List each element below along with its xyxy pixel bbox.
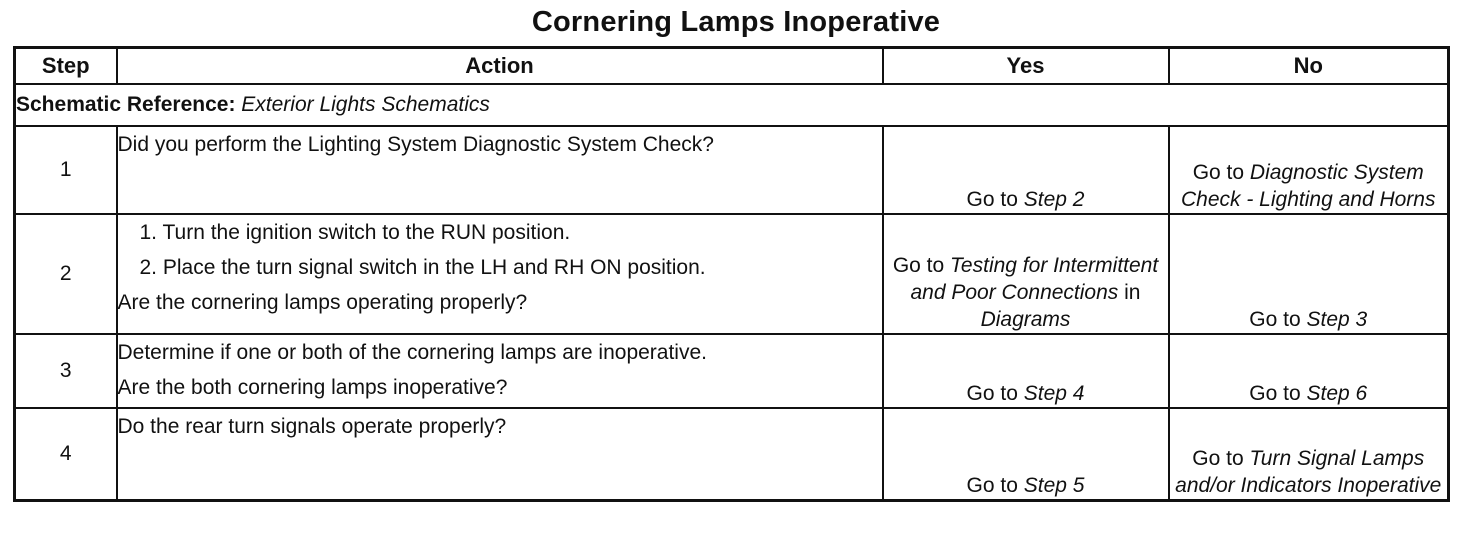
no-cell xyxy=(1169,214,1449,334)
go-to-text: Go to xyxy=(966,188,1018,211)
header-action: Action xyxy=(117,48,883,85)
yes-link: Step 4 xyxy=(1023,382,1085,405)
go-to-text: Go to xyxy=(1192,447,1244,470)
yes-link: Testing for Intermittent and Poor Connections xyxy=(910,254,1159,304)
no-link: Step 3 xyxy=(1306,308,1368,331)
yes-link-diagrams: Diagrams xyxy=(980,308,1071,331)
action-substep: 2. Place the turn signal switch in the LH and RH ON position. xyxy=(139,256,706,279)
go-to-text: Go to xyxy=(892,254,945,277)
header-no: No xyxy=(1169,48,1449,85)
step-number: 2 xyxy=(15,214,117,334)
step-number: 1 xyxy=(15,126,117,214)
table-row xyxy=(15,126,1449,214)
action-question: Are the cornering lamps operating properly? xyxy=(117,291,528,314)
go-to-text: Go to xyxy=(1249,382,1301,405)
no-link: Turn Signal Lamps and/or Indicators Inoperative xyxy=(1175,447,1442,497)
go-to-text: Go to xyxy=(966,474,1018,497)
no-link: Diagnostic System Check - Lighting and Horns xyxy=(1181,161,1436,211)
diagnostic-table xyxy=(13,46,1450,502)
yes-suffix: in xyxy=(1124,281,1141,304)
action-text: Did you perform the Lighting System Diagnostic System Check? xyxy=(117,133,714,156)
step-number: 3 xyxy=(15,334,117,408)
yes-cell xyxy=(883,214,1169,334)
table-row xyxy=(15,334,1449,408)
action-substep: 1. Turn the ignition switch to the RUN position. xyxy=(139,221,571,244)
yes-cell xyxy=(883,126,1169,214)
step-number: 4 xyxy=(15,408,117,501)
no-link: Step 6 xyxy=(1306,382,1368,405)
table-row xyxy=(15,408,1449,501)
go-to-text: Go to xyxy=(1192,161,1245,184)
header-row xyxy=(15,48,1449,85)
table-row xyxy=(15,214,1449,334)
action-cell xyxy=(117,408,883,501)
action-cell xyxy=(117,334,883,408)
action-cell xyxy=(117,126,883,214)
action-cell xyxy=(117,214,883,334)
action-text: Determine if one or both of the cornering lamps are inoperative. xyxy=(117,341,707,364)
yes-cell xyxy=(883,334,1169,408)
page-title: Cornering Lamps Inoperative xyxy=(531,6,941,38)
yes-link: Step 5 xyxy=(1023,474,1085,497)
no-cell xyxy=(1169,126,1449,214)
header-step: Step xyxy=(15,48,117,85)
no-cell xyxy=(1169,408,1449,501)
schematic-reference-row xyxy=(15,84,1449,126)
action-text: Do the rear turn signals operate properly? xyxy=(117,415,507,438)
schematic-reference xyxy=(15,84,1449,126)
action-question: Are the both cornering lamps inoperative? xyxy=(117,376,508,399)
yes-cell xyxy=(883,408,1169,501)
no-cell xyxy=(1169,334,1449,408)
go-to-text: Go to xyxy=(966,382,1018,405)
yes-link: Step 2 xyxy=(1023,188,1085,211)
schematic-label: Schematic Reference: xyxy=(16,93,236,116)
schematic-link: Exterior Lights Schematics xyxy=(241,93,490,116)
header-yes: Yes xyxy=(883,48,1169,85)
go-to-text: Go to xyxy=(1249,308,1301,331)
